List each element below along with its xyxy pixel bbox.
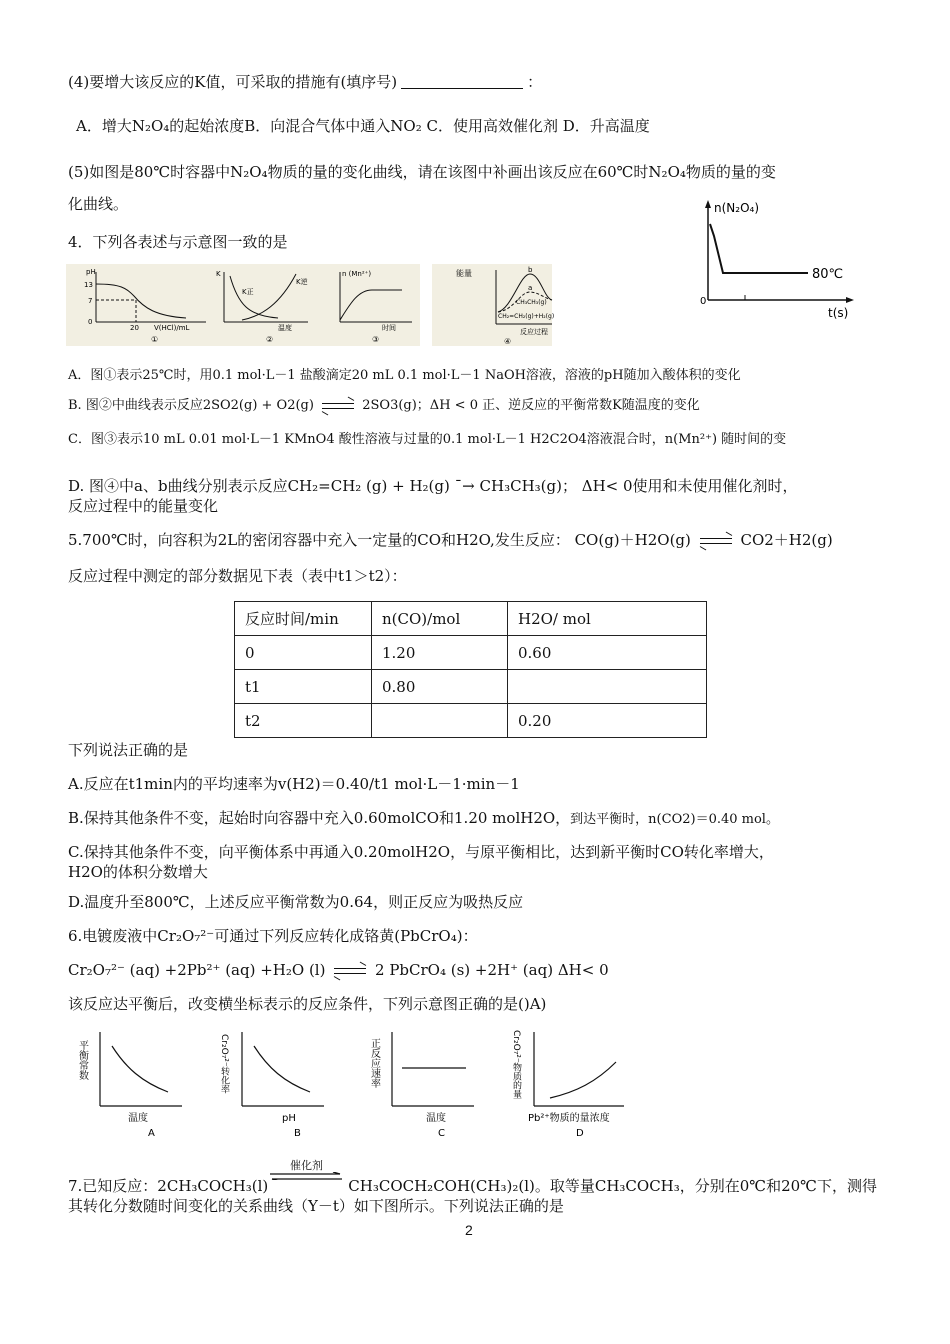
q5-option-c-line1: C.保持其他条件不变，向平衡体系中再通入0.20molH2O，与原平衡相比，达到新平衡时CO转化率增大， bbox=[68, 843, 774, 861]
svg-text:温度: 温度 bbox=[128, 1113, 148, 1124]
svg-text:正反应速率: 正反应速率 bbox=[368, 1038, 380, 1088]
y-arrow-icon bbox=[705, 200, 711, 208]
q3-part4-options: A．增大N₂O₄的起始浓度B．向混合气体中通入NO₂ C．使用高效催化剂 D．升高温度 bbox=[76, 117, 650, 135]
q5-option-d: D.温度升至800℃，上述反应平衡常数为0.64，则正反应为吸热反应 bbox=[68, 893, 524, 911]
svg-text:K逆: K逆 bbox=[296, 278, 308, 286]
origin-label: 0 bbox=[700, 296, 707, 307]
svg-text:CH₃CH₃(g): CH₃CH₃(g) bbox=[516, 299, 547, 306]
q4-option-d-line2: 反应过程中的能量变化 bbox=[68, 497, 219, 515]
temp-label: 80℃ bbox=[812, 267, 844, 282]
table-row: 0 1.20 0.60 bbox=[235, 636, 707, 670]
svg-text:7: 7 bbox=[88, 297, 93, 305]
q4-option-a: A．图①表示25℃时，用0.1 mol·L－1 盐酸滴定20 mL 0.1 mol·L－1 NaOH溶液，溶液的pH随加入酸体积的变化 bbox=[68, 368, 741, 383]
q7-line1: 7.已知反应：2CH₃COCH₃(l) CH₃COCH₂COH(CH₃)₂(l)。取等量CH₃COCH₃，分别在0℃和20℃下，测得 bbox=[68, 1177, 877, 1195]
n2o4-ylabel: n(N₂O₄) bbox=[714, 201, 760, 215]
fig1-ph-titration bbox=[84, 268, 206, 344]
x-arrow-icon bbox=[846, 297, 854, 303]
n2o4-curve-80c bbox=[710, 224, 808, 273]
page-number: 2 bbox=[465, 1222, 473, 1238]
q6-ask: 该反应达平衡后，改变横坐标表示的反应条件，下列示意图正确的是()A) bbox=[68, 995, 547, 1013]
q3-part4-line: (4)要增大该反应的K值，可采取的措施有(填序号) ： bbox=[68, 73, 543, 91]
q4-option-c: C．图③表示10 mL 0.01 mol·L－1 KMnO4 酸性溶液与过量的0.1 mol·L－1 H2C2O4溶液混合时，n(Mn²⁺) 随时间的变 bbox=[68, 432, 787, 447]
q6-equation: Cr₂O₇²⁻ (aq) +2Pb²⁺ (aq) +H₂O (l) 2 PbCrO₄ (s) +2H⁺ (aq) ΔH< 0 bbox=[68, 961, 609, 979]
q5-data-table bbox=[234, 601, 707, 738]
svg-text:0: 0 bbox=[88, 318, 93, 326]
q5-option-b: B.保持其他条件不变，起始时向容器中充入0.60molCO和1.20 molH2O，到达平衡时，n(CO2)＝0.40 mol。 bbox=[68, 809, 779, 827]
equilibrium-arrow-icon bbox=[334, 966, 366, 976]
svg-text:13: 13 bbox=[84, 281, 93, 289]
table-row: t2 0.20 bbox=[235, 704, 707, 738]
svg-text:pH: pH bbox=[86, 268, 96, 276]
q3-part4-text: (4)要增大该反应的K值，可采取的措施有(填序号) bbox=[68, 73, 398, 91]
svg-text:B: B bbox=[294, 1128, 301, 1139]
svg-text:温度: 温度 bbox=[426, 1113, 446, 1124]
svg-text:Cr₂O₇²⁻转化率: Cr₂O₇²⁻转化率 bbox=[219, 1034, 229, 1094]
q6-graph-c bbox=[369, 1032, 475, 1139]
fig4-energy-profile bbox=[432, 264, 554, 348]
n2o4-xlabel: t(s) bbox=[828, 306, 849, 320]
fig2-k-temperature bbox=[216, 270, 308, 344]
svg-text:D: D bbox=[576, 1128, 584, 1139]
svg-text:②: ② bbox=[266, 335, 274, 344]
q5-option-c-line2: H2O的体积分数增大 bbox=[68, 863, 208, 881]
q5-line2: 反应过程中测定的部分数据见下表（表中t1＞t2）： bbox=[68, 567, 407, 585]
catalyst-label: 催化剂 bbox=[290, 1159, 323, 1172]
fig3-mn-time bbox=[340, 270, 412, 344]
svg-text:K正: K正 bbox=[242, 288, 254, 296]
svg-text:Cr₂O₇²⁻物质的量: Cr₂O₇²⁻物质的量 bbox=[511, 1030, 521, 1099]
svg-text:平衡常数: 平衡常数 bbox=[76, 1040, 88, 1080]
q4-option-d-line1: D. 图④中a、b曲线分别表示反应CH₂=CH₂ (g) + H₂(g) ¯→ CH₃CH₃(g)； ΔH< 0使用和未使用催化剂时， bbox=[68, 477, 798, 495]
svg-text:能量: 能量 bbox=[456, 269, 472, 278]
svg-text:④: ④ bbox=[504, 337, 512, 346]
q4-stem: 4．下列各表述与示意图一致的是 bbox=[68, 233, 288, 251]
equilibrium-arrow-icon bbox=[322, 401, 354, 411]
svg-text:20: 20 bbox=[130, 324, 139, 332]
svg-text:Pb²⁺物质的量浓度: Pb²⁺物质的量浓度 bbox=[528, 1113, 610, 1124]
svg-text:K: K bbox=[216, 270, 221, 278]
svg-text:③: ③ bbox=[372, 335, 380, 344]
svg-text:V(HCl)/mL: V(HCl)/mL bbox=[154, 324, 190, 332]
q6-stem: 6.电镀废液中Cr₂O₇²⁻可通过下列反应转化成铬黄(PbCrO₄)： bbox=[68, 927, 478, 945]
svg-text:温度: 温度 bbox=[278, 324, 292, 332]
equilibrium-arrow-icon bbox=[700, 536, 732, 546]
svg-text:CH₂=CH₂(g)+H₂(g): CH₂=CH₂(g)+H₂(g) bbox=[498, 313, 554, 320]
svg-text:pH: pH bbox=[282, 1113, 296, 1124]
q6-graph-d bbox=[511, 1030, 624, 1139]
q6-graph-b bbox=[219, 1032, 324, 1139]
q5-ask: 下列说法正确的是 bbox=[68, 741, 189, 759]
svg-text:C: C bbox=[438, 1128, 445, 1139]
svg-text:A: A bbox=[148, 1128, 155, 1139]
q3-part5-line1: (5)如图是80℃时容器中N₂O₄物质的量的变化曲线，请在该图中补画出该反应在60℃时N₂O₄物质的量的变 bbox=[68, 163, 776, 181]
svg-text:a: a bbox=[528, 284, 533, 292]
table-row: t1 0.80 bbox=[235, 670, 707, 704]
q4-option-b: B. 图②中曲线表示反应2SO2(g) + O2(g) 2SO3(g)；ΔH < 0 正、逆反应的平衡常数K随温度的变化 bbox=[68, 398, 700, 413]
q6-graph-a bbox=[77, 1032, 183, 1139]
svg-text:时间: 时间 bbox=[382, 324, 396, 332]
q4-figures bbox=[66, 264, 422, 348]
svg-text:n (Mn²⁺): n (Mn²⁺) bbox=[342, 270, 372, 278]
svg-text:反应过程: 反应过程 bbox=[520, 328, 548, 336]
q7-line2: 其转化分数随时间变化的关系曲线（Y－t）如下图所示。下列说法正确的是 bbox=[68, 1197, 564, 1215]
svg-text:①: ① bbox=[151, 335, 159, 344]
reaction-arrow-icon: ¯→ bbox=[454, 477, 475, 495]
q6-graphs bbox=[76, 1026, 656, 1141]
table-header-row: 反应时间/min n(CO)/mol H2O/ mol bbox=[235, 602, 707, 636]
answer-blank[interactable] bbox=[401, 72, 523, 89]
q3-part5-line2: 化曲线。 bbox=[68, 195, 129, 213]
q5-option-a: A.反应在t1min内的平均速率为v(H2)＝0.40/t1 mol·L－1·min－1 bbox=[68, 775, 520, 793]
n2o4-graph bbox=[690, 196, 860, 321]
q5-stem: 5.700℃时，向容积为2L的密闭容器中充入一定量的CO和H2O,发生反应： CO(g)＋H2O(g) CO2＋H2(g) bbox=[68, 531, 833, 549]
svg-text:b: b bbox=[528, 266, 533, 274]
